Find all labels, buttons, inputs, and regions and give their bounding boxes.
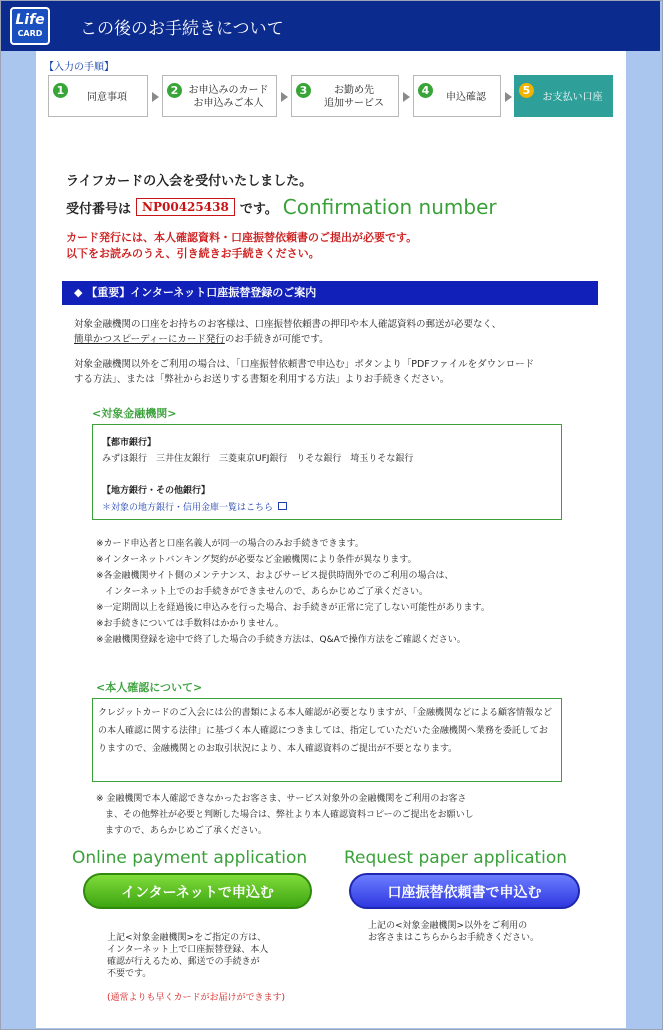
step-arrow-icon [403,92,410,102]
logo-text-top: Life [15,12,45,28]
notes-list [96,536,490,648]
intro-paragraph-2 [74,357,534,387]
paper-option-label: Request paper application [344,848,568,868]
main-content [36,51,626,1028]
intro-p1-line1: 対象金融機関の口座をお持ちのお客様は、口座振替依頼書の押印や本人確認資料の郵送が必要なく、 [74,319,502,330]
step-card-applicant [162,75,277,117]
step-number-1: 1 [53,83,68,98]
institutions-box [92,424,562,520]
page-title: この後のお手続きについて [80,19,284,39]
life-card-logo [10,7,50,45]
intro-p2-line1: 対象金融機関以外をご利用の場合は、「口座振替依頼書で申込む」ボタンより「PDFファイルをダウンロード [74,359,535,370]
header-bar [1,1,660,51]
step-label-3: お勤め先 追加サービス [324,85,384,109]
note-item: インターネット上でのお手続きができませんので、あらかじめご了承ください。 [96,587,429,597]
notice-line-1: カード発行には、本人確認資料・口座振替依頼書のご提出が必要です。 [66,231,418,244]
step-arrow-icon [505,92,512,102]
online-description-text: 上記<対象金融機関>をご指定の方は、 インターネット上で口座振替登録、本人 確認が行えるため、郵送での手続きが 不要です。 [107,933,269,979]
note-item: ※一定期間以上を経過後に申込みを行った場合、お手続きが正常に完了しない可能性があります。 [96,603,490,613]
step-label-1: 同意事項 [87,91,127,103]
city-banks-title: 【都市銀行】 [102,438,157,448]
notice-line-2: 以下をお読みのうえ、引き続きお手続きください。 [66,247,320,260]
confirmation-prefix: 受付番号は [66,201,132,217]
steps-label: 【入力の手順】 [44,62,114,73]
step-confirm [413,75,501,117]
online-description [107,920,285,1016]
step-number-2: 2 [167,83,182,98]
note-item: ※インターネットバンキング契約が必要など金融機関により条件が異なります。 [96,555,417,565]
online-option-label: Online payment application [72,848,308,868]
regional-banks-title: 【地方銀行・その他銀行】 [102,486,211,496]
identity-text: クレジットカードのご入会には公的書類による本人確認が必要となりますが、「金融機関などによる顧客情報などの本人確認に関する法律」に基づく本人確認につきましては、指定していただいた金融機関へ業務を委託しておりますので、金融機関とのお取引状況により、本人確認資料のご提出が不要となります。 [98,708,553,754]
step-employer [291,75,399,117]
step-number-5: 5 [519,83,534,98]
identity-note: ※ 金融機関で本人確認できなかったお客さま、サービス対象外の金融機関をご利用のお客さ ま、その他弊社が必要と判断した場合は、弊社より本人確認資料コピーのご提出をお願いし ますので、あらかじめご了承ください。 [96,794,474,836]
online-description-red: (通常よりも早くカードがお届けができます) [107,993,286,1003]
acceptance-message: ライフカードの入会を受付いたしました。 [66,174,313,189]
intro-paragraph-1 [74,317,501,347]
step-number-3: 3 [296,83,311,98]
institutions-heading: <対象金融機関> [92,407,177,420]
step-arrow-icon [281,92,288,102]
city-banks-list: みずほ銀行 三井住友銀行 三菱東京UFJ銀行 りそな銀行 埼玉りそな銀行 [102,454,414,464]
step-number-4: 4 [418,83,433,98]
apply-paper-button[interactable]: 口座振替依頼書で申込む [349,873,580,909]
regional-banks-link[interactable] [102,500,287,513]
step-label-5: お支払い口座 [542,91,603,103]
note-item: ※カード申込者と口座名義人が同一の場合のみお手続きできます。 [96,539,364,549]
required-documents-notice [66,230,417,262]
note-item: ※金融機関登録を途中で終了した場合の手続き方法は、Q&Aで操作方法をご確認ください。 [96,635,466,645]
step-arrow-icon [152,92,159,102]
section-banner: ◆ 【重要】インターネット口座振替登録のご案内 [62,281,598,305]
regional-banks-link-text: ＊対象の地方銀行・信用金庫一覧はこちら [102,503,274,513]
identity-heading: <本人確認について> [96,681,203,694]
external-window-icon [278,502,287,510]
note-item: ※各金融機関サイト側のメンテナンス、およびサービス提供時間外でのご利用の場合は、 [96,571,454,581]
step-label-2: お申込みのカード お申込みご本人 [188,85,269,109]
intro-p2-line2: する方法」、または「弊社からお送りする書類を利用する方法」よりお手続きください。 [74,374,450,385]
step-payment-account [514,75,613,117]
confirmation-suffix: です。 [239,201,278,217]
step-agreement [48,75,148,117]
paper-description: 上記の<対象金融機関>以外をご利用の お客さまはこちらからお手続きください。 [368,921,540,943]
apply-online-button[interactable]: インターネットで申込む [83,873,312,909]
note-item: ※お手続きについては手数料はかかりません。 [96,619,284,629]
intro-p1-rest: のお手続きが可能です。 [224,334,329,345]
confirmation-row [66,195,497,219]
intro-p1-highlight: 簡単かつスピーディーにカード発行 [74,334,225,345]
logo-text-bottom: CARD [17,29,43,38]
confirmation-annotation: Confirmation number [282,195,497,219]
confirmation-number: NP00425438 [136,198,235,216]
step-label-4: 申込確認 [446,91,486,103]
